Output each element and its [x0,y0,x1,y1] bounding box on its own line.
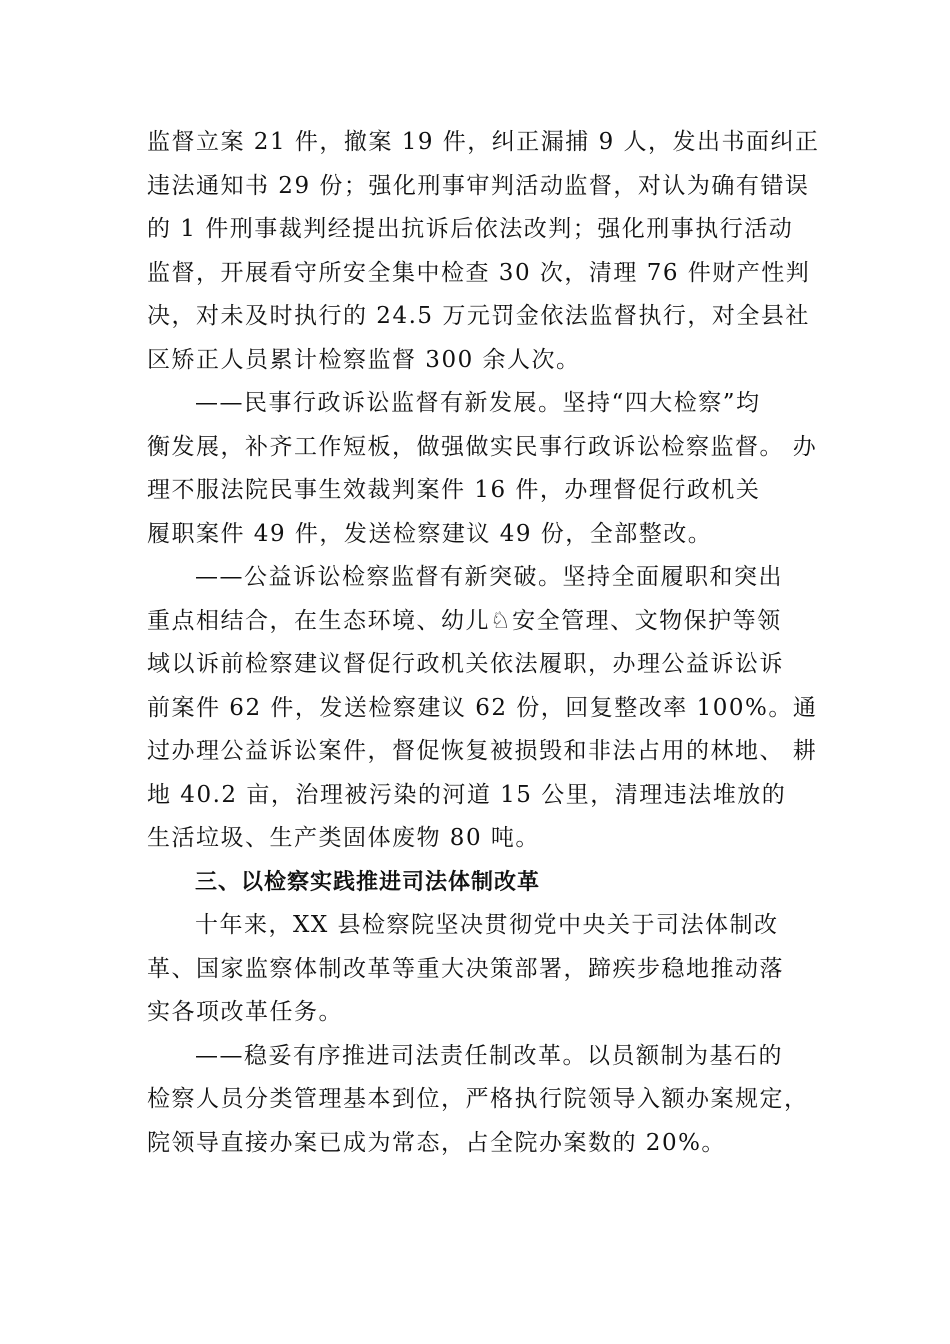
body-line: 决，对未及时执行的 24.5 万元罚金依法监督执行，对全县社 [147,303,810,329]
body-line: 违法通知书 29 份；强化刑事审判活动监督，对认为确有错误 [147,172,810,199]
body-line: 域以诉前检察建议督促行政机关依法履职，办理公益诉讼诉 [147,651,784,677]
body-line: 衡发展，补齐工作短板，做强做实民事行政诉讼检察监督。 办 [147,433,818,460]
body-line: 前案件 62 件，发送检察建议 62 份，回复整改率 100%。通 [147,694,818,721]
body-line: 重点相结合，在生态环境、幼儿♘安全管理、文物保护等领 [147,607,782,634]
body-line: 过办理公益诉讼案件，督促恢复被损毁和非法占用的林地、 耕 [147,738,818,764]
body-line: 检察人员分类管理基本到位，严格执行院领导入额办案规定， [147,1086,809,1112]
body-line: 监督，开展看守所安全集中检查 30 次，清理 76 件财产性判 [147,259,811,286]
body-line: 监督立案 21 件，撤案 19 件，纠正漏捕 9 人，发出书面纠正 [147,129,820,155]
body-line: 区矫正人员累计检察监督 300 余人次。 [147,346,581,373]
body-line: 院领导直接办案已成为常态，占全院办案数的 20%。 [147,1129,726,1156]
document-body [147,121,820,1165]
paragraph-start-line: ——稳妥有序推进司法责任制改革。以员额制为基石的 [195,1042,783,1069]
body-line: 实各项改革任务。 [147,999,343,1025]
body-line: 的 1 件刑事裁判经提出抗诉后依法改判；强化刑事执行活动 [147,216,794,242]
body-line: 理不服法院民事生效裁判案件 16 件，办理督促行政机关 [147,477,761,503]
body-line: 地 40.2 亩，治理被污染的河道 15 公里，清理违法堆放的 [147,781,787,808]
body-line: 革、国家监察体制改革等重大决策部署，蹄疾步稳地推动落 [147,955,784,982]
section-heading: 三、以检察实践推进司法体制改革 [195,869,541,895]
paragraph-start-line: ——公益诉讼检察监督有新突破。坚持全面履职和突出 [195,564,783,590]
paragraph-start-line: ——民事行政诉讼监督有新发展。坚持“四大检察”均 [195,390,761,416]
body-line: 生活垃圾、生产类固体废物 80 吨。 [147,825,540,851]
paragraph-start-line: 十年来，XX 县检察院坚决贯彻党中央关于司法体制改 [195,912,779,938]
body-line: 履职案件 49 件，发送检察建议 49 份，全部整改。 [147,520,713,547]
